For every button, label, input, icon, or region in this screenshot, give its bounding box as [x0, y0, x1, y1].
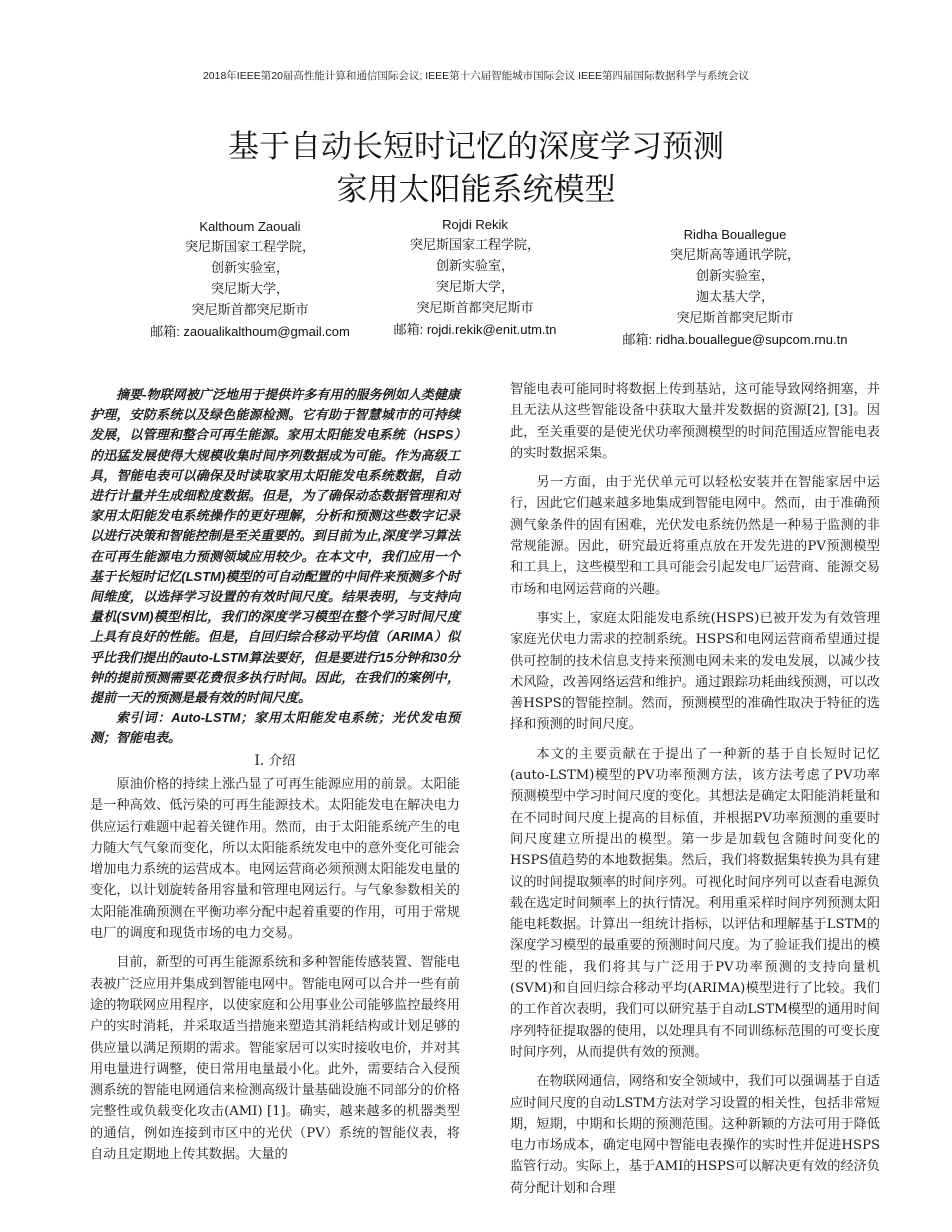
author-affiliation: 突尼斯高等通讯学院，: [669, 248, 800, 263]
author-affiliation: 迦太基大学，: [695, 290, 774, 305]
author-affiliation: 突尼斯国家工程学院，: [409, 238, 540, 253]
section-heading-introduction: I. 介绍: [254, 752, 296, 769]
author-affiliation: 创新实验室，: [435, 259, 514, 274]
author-affiliation: 突尼斯首都突尼斯市: [676, 311, 794, 326]
author-block-2: [345, 214, 605, 340]
left-column: [90, 385, 460, 1165]
paragraph: 原油价格的持续上涨凸显了可再生能源应用的前景。太阳能是一种高效、低污染的可再生能源技术。太阳能发电在解决电力供应运行难题中起着关键作用。然而，由于太阳能系统产生的电力随大气气象而变化，所以太阳能系统发电中的意外变化可能会增加电力系统的运营成本。电网运营商必须预测太阳能发电量的变化，以计划旋转备用容量和管理电网运行。与气象参数相关的太阳能准确预测在平衡功率分配中起着重要的作用，可用于常规电厂的调度和现货市场的电力交易。: [90, 776, 460, 942]
author-email: 邮箱: rojdi.rekik@enit.utm.tn: [393, 322, 557, 337]
author-affiliation: 突尼斯首都突尼斯市: [416, 301, 534, 316]
author-affiliation: 创新实验室，: [695, 269, 774, 284]
paragraph: 在物联网通信，网络和安全领域中，我们可以强调基于自适应时间尺度的自动LSTM方法对学习设置的相关性，包括非常短期，短期，中期和长期的预测范围。这种新颖的方法可用于降低电力市场成本，确定电网中智能电表操作的实时性并促进HSPS监管行动。实际上，基于AMI的HSPS可以解决更有效的经济负荷分配计划和合理: [510, 1074, 880, 1196]
paper-title: [0, 126, 952, 212]
author-affiliation: 突尼斯首都突尼斯市: [191, 303, 309, 318]
author-name: Ridha Bouallegue: [683, 227, 787, 242]
author-affiliation: 突尼斯国家工程学院，: [184, 240, 315, 255]
title-line-1: 基于自动长短时记忆的深度学习预测: [228, 129, 724, 165]
paragraph: 目前，新型的可再生能源系统和多种智能传感装置、智能电表被广泛应用并集成到智能电网中。智能电网可以合并一些有前途的物联网应用程序，以使家庭和公用事业公司能够监控最终用户的实时消耗，并采取适当措施来塑造其消耗结构或计划足够的供应量以满足预期的需求。智能家居可以实时接收电价，并对其用电量进行调整，使日常用电量最小化。此外，需要结合入侵预测系统的智能电网通信来检测高级计量基础设施不同部分的价格完整性或负载变化攻击(AMI) [1]。确实，越来越多的机器类型的通信，例如连接到市区中的光伏（PV）系统的智能仪表，将自动且定期地上传其数据。大量的: [90, 955, 460, 1162]
author-affiliation: 创新实验室，: [210, 261, 289, 276]
abstract-text: 摘要-物联网被广泛地用于提供许多有用的服务例如人类健康护理，安防系统以及绿色能源检测。它有助于智慧城市的可持续发展，以管理和整合可再生能源。家用太阳能发电系统（HSPS）的迅猛发展使得大规模收集时间序列数据成为可能。作为高级工具，智能电表可以确保及时读取家用太阳能发电系统数据，自动进行计量并生成细粒度数据。但是，为了确保动态数据管理和对家用太阳能发电系统操作的更好理解，分析和预测这些数字记录以进行决策和智能控制是至关重要的。到目前为止,深度学习算法在可再生能源电力预测领域应用较少。在本文中，我们应用一个基于长短时记忆(LSTM)模型的可自动配置的中间件来预测多个时间维度，以选择学习设置的有效时间尺度。结果表明，与支持向量机(SVM)模型相比，我们的深度学习模型在整个学习时间尺度上具有良好的性能。但是，自回归综合移动平均值（ARIMA）似乎比我们提出的auto-LSTM算法要好，但是要进行15分钟和30分钟的提前预测需要花费很多执行时间。因此，在我们的案例中，提前一天的预测是最有效的时间尺度。: [90, 387, 460, 706]
author-email: 邮箱: ridha.bouallegue@supcom.rnu.tn: [622, 332, 848, 347]
conference-header: 2018年IEEE第20届高性能计算和通信国际会议; IEEE第十六届智能城市国际会议 IEEE第四届国际数据科学与系统会议: [202, 70, 750, 82]
author-name: Kalthoum Zaouali: [199, 219, 301, 234]
index-terms: 索引词：Auto-LSTM；家用太阳能发电系统；光伏发电预测；智能电表。: [90, 710, 460, 746]
author-email: 邮箱: zaoualikalthoum@gmail.com: [150, 324, 350, 339]
paragraph: 智能电表可能同时将数据上传到基站，这可能导致网络拥塞，并且无法从这些智能设备中获取大量并发数据的资源[2], [3]。因此，至关重要的是使光伏功率预测模型的时间范围适应智能电表的实时数据采集。: [510, 382, 880, 461]
right-column: [510, 379, 880, 1199]
title-line-2: 家用太阳能系统模型: [336, 172, 616, 208]
abstract: [90, 385, 460, 749]
author-block-3: [590, 224, 880, 350]
author-affiliation: 突尼斯大学，: [210, 282, 289, 297]
paragraph: 另一方面，由于光伏单元可以轻松安装并在智能家居中运行，因此它们越来越多地集成到智能电网中。然而，由于准确预测气象条件的固有困难，光伏发电系统仍然是一种易于监测的非常规能源。因此，研究最近将重点放在开发先进的PV预测模型和工具上，这些模型和工具可能会引起发电厂运营商、能源交易市场和电网运营商的兴趣。: [510, 475, 880, 597]
author-name: Rojdi Rekik: [442, 217, 508, 232]
paragraph: 事实上，家庭太阳能发电系统(HSPS)已被开发为有效管理家庭光伏电力需求的控制系统。HSPS和电网运营商希望通过提供可控制的技术信息支持来预测电网未来的发电发展，以减少技术风险，改善网络运营和维护。通过跟踪功耗曲线预测，可以改善HSPS的智能控制。然而，预测模型的准确性取决于特征的选择和预测的时间尺度。: [510, 610, 880, 733]
author-block-1: [120, 216, 380, 342]
paragraph: 本文的主要贡献在于提出了一种新的基于自长短时记忆(auto-LSTM)模型的PV功率预测方法，该方法考虑了PV功率预测模型中学习时间尺度的变化。其想法是确定太阳能消耗量和在不同时间尺度上提高的目标值，并根据PV功率预测的重要时间尺度建立所提出的模型。第一步是加载包含随时间变化的HSPS值趋势的本地数据集。然后，我们将数据集转换为具有建议的时间提取频率的时间序列。可视化时间序列可以查看电源负载在选定时间频率上的执行情况。利用重采样时间序列预测太阳能电耗数据。计算出一组统计指标，以评估和理解基于LSTM的深度学习模型的最重要的预测时间尺度。为了验证我们提出的模型的性能，我们将其与广泛用于PV功率预测的支持向量机(SVM)和自回归综合移动平均(ARIMA)模型进行了比较。我们的工作首次表明，我们可以研究基于自动LSTM模型的通用时间序列特征提取器的使用，以处理具有不同训练标范围的可变长度时间序列，从而提供有效的预测。: [510, 746, 880, 1060]
author-affiliation: 突尼斯大学，: [435, 280, 514, 295]
